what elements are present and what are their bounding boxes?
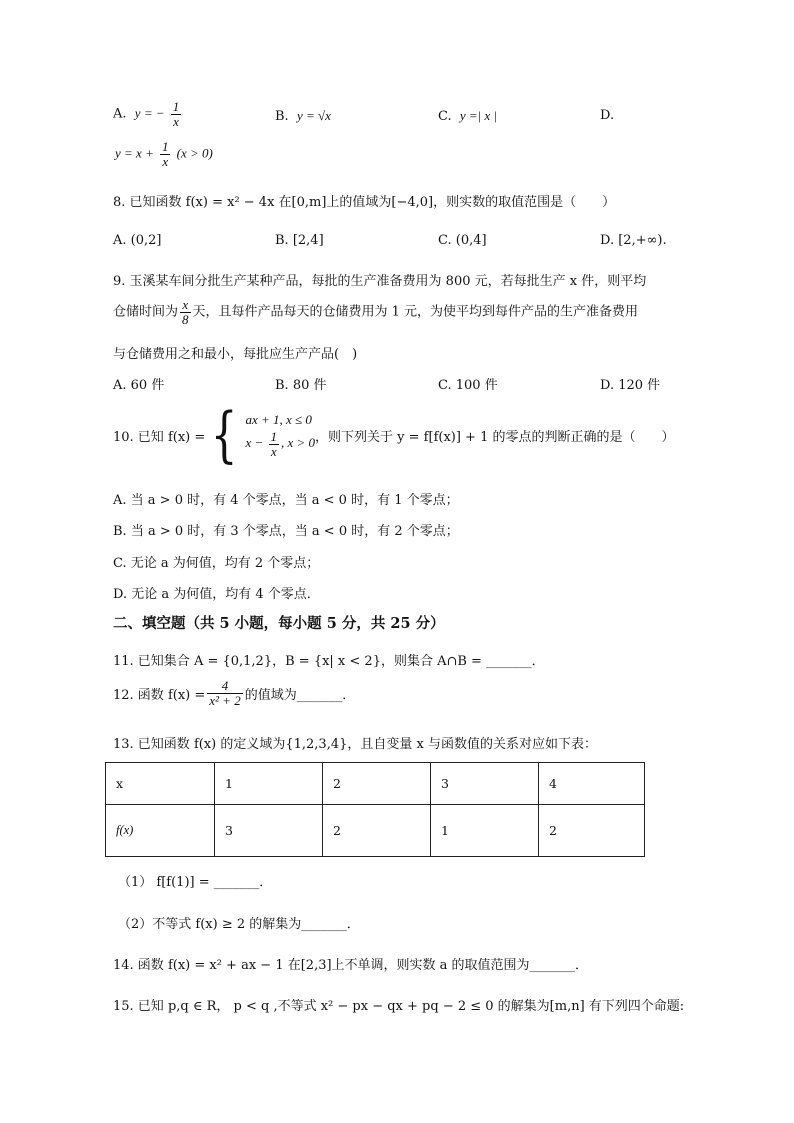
table-cell: 1 xyxy=(431,805,539,857)
q10-option-b: B. 当 a > 0 时，有 3 个零点，当 a < 0 时，有 2 个零点； xyxy=(113,524,459,539)
q7-option-a: A. y = − $\frac{1}{x}$ xyxy=(113,99,180,129)
q10-piecewise: { ax + 1, x ≤ 0 x − $\frac{1}{x}$ , x > 0 xyxy=(210,400,316,470)
table-cell: 2 xyxy=(323,805,431,857)
q9-option-a: A. 60 件 xyxy=(113,378,165,393)
q7-d-fraction: $\frac{1}{x}$ xyxy=(161,139,169,169)
q10-option-a: A. 当 a > 0 时，有 4 个零点，当 a < 0 时，有 1 个零点； xyxy=(113,493,459,508)
q8-option-b: B. [2,4] xyxy=(275,233,324,248)
table-cell: f(x) xyxy=(106,805,215,857)
q10-option-c: C. 无论 a 为何值，均有 2 个零点； xyxy=(113,556,320,571)
q10-option-d: D. 无论 a 为何值，均有 4 个零点． xyxy=(113,587,320,602)
q9-option-b: B. 80 件 xyxy=(275,378,327,393)
q13-stem: 13. 已知函数 f(x) 的定义域为{1,2,3,4}，且自变量 x 与函数值的关系对应如下表： xyxy=(113,737,597,752)
q7-option-d-label: D. xyxy=(600,108,615,123)
q12-fraction: $\frac{4}{\text{x² + 2}}$ xyxy=(209,678,241,708)
section-heading-fill-in: 二、填空题（共 5 小题，每小题 5 分，共 25 分） xyxy=(113,615,445,632)
q8-option-c: C. (0,4] xyxy=(438,233,487,248)
q7-option-c: C. y =| x | xyxy=(438,108,498,124)
table-cell: 3 xyxy=(215,805,323,857)
table-row xyxy=(106,805,645,857)
q12: 12. 函数 f(x) = $\frac{4}{\text{x² + 2}}$ 的值域为_______． xyxy=(113,678,356,708)
q10-stem: 10. 已知 f(x) = { ax + 1, x ≤ 0 x − $\frac{1}{x}$ , x > 0 ，则下列关于 y = f[f(x)] + 1 的零点的判断正确的是（ ） xyxy=(113,400,675,470)
q11: 11. 已知集合 A = {0,1,2}，B = {x| x < 2}，则集合 A∩B = _______． xyxy=(113,654,545,669)
q9-line1: 9. 玉溪某车间分批生产某种产品，每批的生产准备费用为 800 元，若每批生产 x 件，则平均 xyxy=(113,274,647,289)
q7-option-d-expr: y = x + $\frac{1}{x}$ (x > 0) xyxy=(115,139,213,169)
table-cell: 2 xyxy=(539,805,645,857)
table-cell: 4 xyxy=(539,763,645,805)
q7-option-b: B. y = √x xyxy=(275,108,331,124)
q7-a-fraction: $\frac{1}{x}$ xyxy=(172,99,180,129)
q9-option-d: D. 120 件 xyxy=(600,378,661,393)
q10-fraction: $\frac{1}{x}$ xyxy=(270,428,277,459)
brace-symbol: { xyxy=(210,400,238,470)
q13-table xyxy=(105,762,645,857)
table-cell: x xyxy=(106,763,215,805)
q14: 14. 函数 f(x) = x² + ax − 1 在[2,3]上不单调，则实数 a 的取值范围为_______． xyxy=(113,958,589,973)
q13-sub1: （1） f[f(1)] = _______． xyxy=(118,875,273,890)
q9-line3: 与仓储费用之和最小，每批应生产产品( ) xyxy=(113,347,358,362)
q9-line2: 仓储时间为 $\frac{x}{8}$ 天，且每件产品每天的仓储费用为 1 元，为使平均到每件产品的生产准备费用 xyxy=(113,297,639,327)
q15: 15. 已知 p,q ∈ R， p < q ,不等式 x² − px − qx + pq − 2 ≤ 0 的解集为[m,n] 有下列四个命题: xyxy=(113,999,685,1014)
table-cell: 2 xyxy=(323,763,431,805)
table-cell: 3 xyxy=(431,763,539,805)
q9-option-c: C. 100 件 xyxy=(438,378,498,393)
q9-fraction: $\frac{x}{8}$ xyxy=(182,297,189,327)
q13-sub2: （2）不等式 f(x) ≥ 2 的解集为_______． xyxy=(118,917,360,932)
table-cell: 1 xyxy=(215,763,323,805)
table-row xyxy=(106,763,645,805)
q8-option-d: D. [2,+∞). xyxy=(600,233,667,248)
q8-stem: 8. 已知函数 f(x) = x² − 4x 在[0,m]上的值域为[−4,0]，则实数的取值范围是（ ） xyxy=(113,195,616,210)
q8-option-a: A. (0,2] xyxy=(113,233,162,248)
